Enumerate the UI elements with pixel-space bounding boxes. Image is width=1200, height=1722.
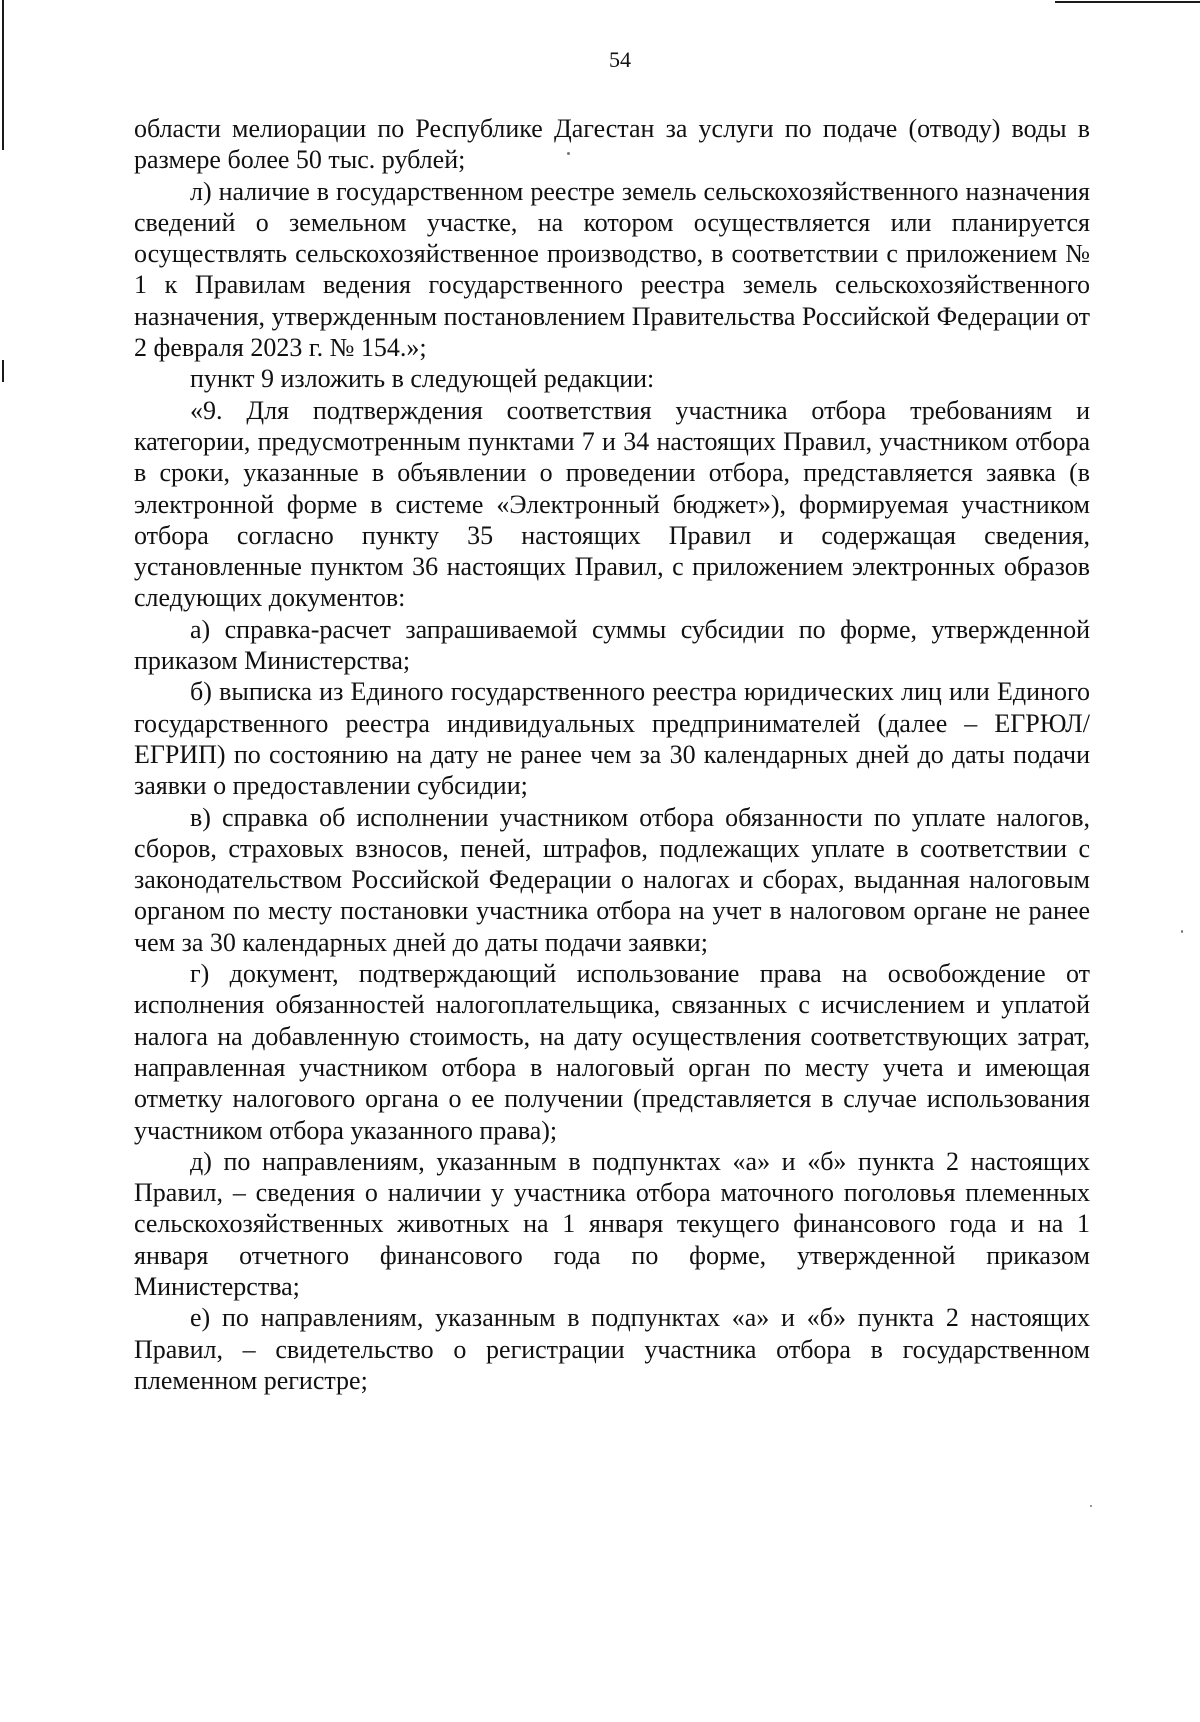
paragraph-item-e: е) по направлениям, указанным в подпунктах «а» и «б» пункта 2 настоящих Правил, – свидетельство о регистрации участника отбора в государственном племенном регистре; bbox=[134, 1303, 1090, 1395]
paragraph-item-v: в) справка об исполнении участником отбора обязанности по уплате налогов, сборов, страховых взносов, пеней, штрафов, подлежащих уплате в соответствии с законодательством Российской Федерации о налогах и сборах, выданная налоговым органом по месту постановки участника отбора на учет в налоговом органе не ранее чем за 30 календарных дней до даты подачи заявки; bbox=[134, 802, 1090, 957]
page-number: 54 bbox=[609, 47, 631, 72]
scan-edge-mark-top-right bbox=[1055, 1, 1200, 3]
paragraph-irrigation-services: области мелиорации по Республике Дагестан за услуги по подаче (отводу) воды в размере более 50 тыс. рублей; bbox=[134, 114, 1090, 175]
paragraph-item-a: а) справка-расчет запрашиваемой суммы субсидии по форме, утвержденной приказом Министерства; bbox=[134, 614, 1090, 676]
paragraph-item-g: г) документ, подтверждающий использование права на освобождение от исполнения обязанностей налогоплательщика, связанных с исчислением и уплатой налога на добавленную стоимость, на дату осуществления соответствующих затрат, направленная участником отбора в налоговый орган по месту учета и имеющая отметку налогового органа о ее получении (представляется в случае использования участником отбора указанного права); bbox=[134, 959, 1090, 1145]
scan-speck bbox=[1181, 930, 1183, 933]
paragraph-point-9-intro: пункт 9 изложить в следующей редакции: bbox=[190, 364, 655, 394]
scan-edge-mark-left-top bbox=[2, 0, 4, 150]
scan-edge-mark-left-mid bbox=[2, 360, 4, 382]
paragraph-item-l: л) наличие в государственном реестре земель сельскохозяйственного назначения сведений о земельном участке, на котором осуществляется или планируется осуществлять сельскохозяйственное производство, в соответствии с приложением № 1 к Правилам ведения государственного реестра земель сельскохозяйственного назначения, утвержденным постановлением Правительства Российской Федерации от 2 февраля 2023 г. № 154.»; bbox=[134, 176, 1090, 363]
paragraph-item-b: б) выписка из Единого государственного реестра юридических лиц или Единого государственного реестра индивидуальных предпринимателей (далее – ЕГРЮЛ/ЕГРИП) по состоянию на дату не ранее чем за 30 календарных дней до даты подачи заявки о предоставлении субсидии; bbox=[134, 677, 1090, 801]
paragraph-item-d: д) по направлениям, указанным в подпунктах «а» и «б» пункта 2 настоящих Правил, – сведения о наличии у участника отбора маточного поголовья племенных сельскохозяйственных животных на 1 января текущего финансового года и на 1 января отчетного финансового года по форме, утвержденной приказом Министерства; bbox=[134, 1146, 1090, 1301]
document-body bbox=[134, 113, 1090, 1396]
paragraph-point-9: «9. Для подтверждения соответствия участника отбора требованиям и категории, предусмотренным пунктами 7 и 34 настоящих Правил, участником отбора в сроки, указанные в объявлении о проведении отбора, представляется заявка (в электронной форме в системе «Электронный бюджет»), формируемая участником отбора согласно пункту 35 настоящих Правил и содержащая сведения, установленные пунктом 36 настоящих Правил, с приложением электронных образов следующих документов: bbox=[134, 395, 1090, 613]
scan-speck bbox=[1090, 1505, 1092, 1507]
